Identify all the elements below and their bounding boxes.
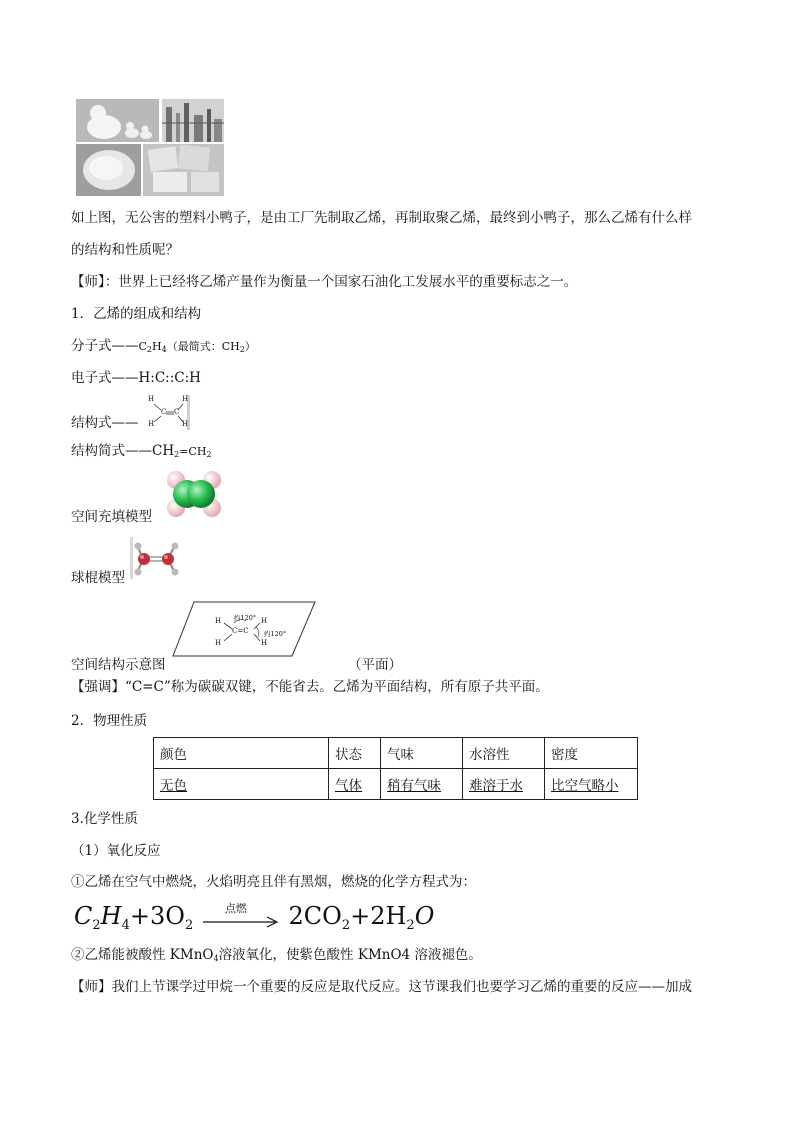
space-filling-model bbox=[166, 470, 222, 518]
physical-properties-table bbox=[153, 737, 638, 800]
table-header-row bbox=[154, 738, 638, 769]
ball-stick-model bbox=[130, 537, 186, 579]
table-cell: 比空气略小 bbox=[545, 769, 638, 800]
teacher-note-1: 【师】：世界上已经将乙烯产量作为衡量一个国家石油化工发展水平的重要标志之一。 bbox=[71, 274, 578, 290]
plane-label: （平面） bbox=[348, 657, 402, 673]
reaction-condition: 点燃 bbox=[224, 901, 247, 915]
intro-line-2: 的结构和性质呢？ bbox=[71, 242, 179, 258]
factory-photo bbox=[162, 99, 224, 142]
combustion-equation: $C_2H_4+3O_2$ 点燃 $2CO_2+2H_2O$ bbox=[74, 901, 435, 933]
table-cell: 气体 bbox=[329, 769, 381, 800]
section3-subtitle: （1）氧化反应 bbox=[71, 843, 161, 859]
ball-stick-label: 球棍模型 bbox=[71, 570, 125, 586]
molecular-formula: 分子式$——C_2H_4$（最简式：$CH_2$） bbox=[71, 338, 256, 354]
pellets-photo bbox=[76, 144, 141, 196]
reaction-arrow bbox=[201, 901, 281, 928]
table-header-cell: 状态 bbox=[329, 738, 381, 769]
table-header-cell: 水溶性 bbox=[463, 738, 545, 769]
section2-title: 2．物理性质 bbox=[71, 713, 148, 729]
table-row bbox=[154, 769, 638, 800]
structural-formula-label: 结构式—— bbox=[71, 415, 139, 431]
space-filling-label: 空间充填模型 bbox=[71, 509, 152, 525]
table-cell: 稍有气味 bbox=[381, 769, 463, 800]
bags-photo bbox=[143, 144, 224, 196]
table-cell: 难溶于水 bbox=[463, 769, 545, 800]
teacher-note-2: 【师】我们上节课学过甲烷一个重要的反应是取代反应。这节课我们也要学习乙烯的重要的反应——加成 bbox=[71, 979, 692, 995]
electron-formula: 电子式——H:C::C:H bbox=[71, 370, 201, 386]
spatial-structure-label: 空间结构示意图 bbox=[71, 657, 166, 673]
condensed-formula: 结构简式$——CH_2=CH_2$ bbox=[71, 443, 212, 459]
spatial-structure-diagram: H H H H C=C 约120° 约120° bbox=[172, 601, 316, 657]
table-cell: 无色 bbox=[154, 769, 329, 800]
table-header-cell: 气味 bbox=[381, 738, 463, 769]
table-header-cell: 颜色 bbox=[154, 738, 329, 769]
intro-line-1: 如上图，无公害的塑料小鸭子，是由工厂先制取乙烯，再制取聚乙烯，最终到小鸭子，那么乙烯有什么样 bbox=[71, 210, 692, 226]
section1-title: 1．乙烯的组成和结构 bbox=[71, 306, 202, 322]
kmno4-oxidation: ②乙烯能被酸性 KMnO$_4$溶液氧化，使紫色酸性 KMnO4 溶液褪色。 bbox=[71, 947, 482, 963]
section3-title: 3.化学性质 bbox=[71, 811, 138, 827]
table-header-cell: 密度 bbox=[545, 738, 638, 769]
combustion-description: ①乙烯在空气中燃烧，火焰明亮且伴有黑烟，燃烧的化学方程式为： bbox=[71, 874, 476, 890]
emphasis-note: 【强调】“C=C”称为碳碳双键，不能省去。乙烯为平面结构，所有原子共平面。 bbox=[71, 679, 549, 695]
structural-formula-diagram: H H C C H H bbox=[148, 395, 189, 428]
duck-photo bbox=[76, 99, 159, 142]
